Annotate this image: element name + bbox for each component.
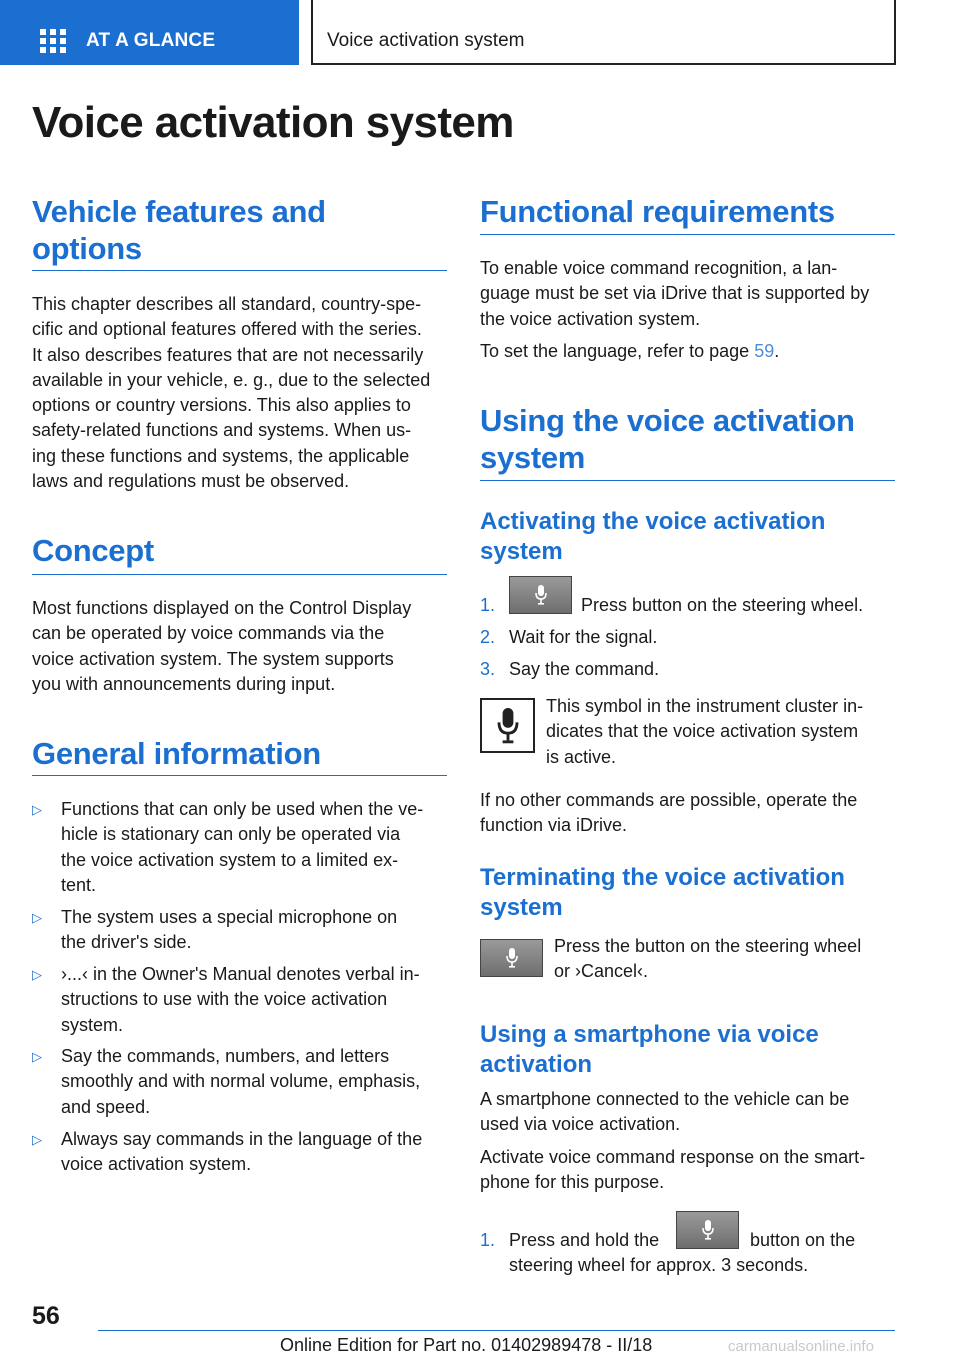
text-line: ›...‹ in the Owner's Manual denotes verbal in- [61, 964, 420, 984]
text-line: cific and optional features offered with the series. [32, 319, 422, 340]
terminating-text [554, 934, 899, 985]
microphone-icon [506, 948, 518, 968]
text-line: Press the button on the steering wheel [554, 936, 862, 956]
text-line: voice activation system. [61, 1154, 252, 1175]
text-line: available in your vehicle, e. g., due to the selected [32, 369, 431, 390]
text-line: system. [61, 1014, 124, 1035]
vehicle-features-text [32, 292, 452, 494]
text-line: safety-related functions and systems. When us- [32, 420, 412, 441]
text-line: If no other commands are possible, operate the [480, 790, 858, 810]
microphone-icon [496, 708, 520, 744]
step-text: Press button on the steering wheel. [581, 595, 864, 615]
smartphone-text [480, 1087, 900, 1138]
symbol-description [546, 694, 896, 770]
concept-heading: Concept [32, 533, 154, 568]
heading-line: system [480, 894, 563, 921]
section-rule [32, 775, 447, 776]
text-line: smoothly and with normal volume, emphasis, [61, 1071, 421, 1092]
text-line: structions to use with the voice activation [61, 989, 388, 1010]
activating-heading [480, 507, 825, 567]
step-text: steering wheel for approx. 3 seconds. [509, 1255, 809, 1275]
text-line: It also describes features that are not necessarily [32, 344, 424, 365]
text-line: Say the commands, numbers, and letters [61, 1046, 390, 1066]
text-line: voice activation system. The system supports [32, 648, 394, 669]
text-line: dicates that the voice activation system [546, 721, 859, 742]
triangle-bullet-icon: ▷ [32, 1132, 42, 1147]
heading-line: Activating the voice activation [480, 508, 826, 535]
section-rule [480, 480, 895, 481]
heading-line: Using a smartphone via voice [480, 1021, 819, 1048]
page-link[interactable]: 59 [754, 341, 775, 361]
step-text: button on the [750, 1230, 856, 1250]
text-line: the voice activation system to a limited ex- [61, 849, 399, 870]
step-text: Wait for the signal. [509, 627, 658, 647]
concept-text [32, 596, 452, 697]
section-tab[interactable] [0, 0, 299, 65]
text-line: and speed. [61, 1096, 151, 1117]
text-line: can be operated by voice commands via the [32, 623, 385, 644]
vehicle-features-heading [32, 193, 326, 267]
text-line: ing these functions and systems, the applicable [32, 445, 410, 466]
steering-wheel-voice-button [480, 939, 543, 977]
text-line: This symbol in the instrument cluster in- [546, 696, 864, 716]
language-reference [480, 339, 900, 364]
section-rule [32, 574, 447, 575]
page-title: Voice activation system [32, 98, 514, 147]
text-span: . [774, 341, 780, 361]
step-number: 1. [480, 595, 496, 615]
text-line: hicle is stationary can only be operated via [61, 824, 401, 845]
general-information-heading: General information [32, 736, 321, 771]
step-number: 1. [480, 1230, 496, 1250]
triangle-bullet-icon: ▷ [32, 910, 42, 925]
text-line: This chapter describes all standard, country-spe- [32, 294, 422, 314]
text-line: function via iDrive. [480, 815, 628, 836]
text-line: A smartphone connected to the vehicle can be [480, 1089, 850, 1109]
no-other-commands-text [480, 788, 900, 839]
footer-rule [98, 1330, 895, 1331]
text-span: To set the language, refer to page [480, 341, 755, 361]
heading-line: activation [480, 1051, 593, 1078]
functional-requirements-heading: Functional requirements [480, 194, 835, 229]
steering-wheel-voice-button [676, 1211, 739, 1249]
text-line: or ›Cancel‹. [554, 961, 649, 982]
text-line: used via voice activation. [480, 1114, 681, 1135]
chapter-title: Voice activation system [327, 30, 525, 51]
text-line: guage must be set via iDrive that is supported by [480, 283, 870, 304]
watermark: carmanualsonline.info [728, 1338, 874, 1355]
text-line: the driver's side. [61, 932, 192, 953]
heading-line: Terminating the voice activation [480, 864, 845, 891]
step-number: 2. [480, 627, 496, 647]
step-number: 3. [480, 659, 496, 679]
text-line: Most functions displayed on the Control Display [32, 598, 412, 618]
text-line: the voice activation system. [480, 308, 701, 329]
page-number: 56 [32, 1302, 60, 1330]
chapter-title-box [311, 0, 896, 65]
triangle-bullet-icon: ▷ [32, 802, 42, 817]
text-line: The system uses a special microphone on [61, 907, 398, 927]
section-tab-label: AT A GLANCE [86, 30, 216, 51]
smartphone-heading [480, 1020, 819, 1080]
voice-active-symbol [480, 698, 535, 753]
text-line: Activate voice command response on the smart- [480, 1147, 866, 1167]
heading-line: Vehicle features and [32, 194, 326, 229]
triangle-bullet-icon: ▷ [32, 1049, 42, 1064]
microphone-icon [702, 1220, 714, 1240]
terminating-heading [480, 863, 845, 923]
heading-line: system [480, 440, 586, 475]
grid-menu-icon [40, 29, 66, 53]
heading-line: options [32, 231, 142, 266]
functional-requirements-text [480, 256, 900, 332]
text-line: you with announcements during input. [32, 673, 336, 694]
step-text: Press and hold the [509, 1230, 660, 1250]
smartphone-text-2 [480, 1145, 900, 1196]
using-voice-activation-heading [480, 402, 855, 476]
step-text: Say the command. [509, 659, 660, 679]
text-line: is active. [546, 746, 617, 767]
edition-text: Online Edition for Part no. 01402989478 - II/18 [280, 1335, 653, 1355]
text-line: Always say commands in the language of the [61, 1129, 423, 1149]
text-line: tent. [61, 874, 97, 895]
section-rule [32, 270, 447, 271]
heading-line: system [480, 538, 563, 565]
text-line: phone for this purpose. [480, 1172, 665, 1193]
steering-wheel-voice-button [509, 576, 572, 614]
triangle-bullet-icon: ▷ [32, 967, 42, 982]
microphone-icon [535, 585, 547, 605]
text-line: Functions that can only be used when the ve- [61, 799, 424, 819]
text-line: To enable voice command recognition, a lan- [480, 258, 838, 278]
text-line: laws and regulations must be observed. [32, 471, 350, 492]
heading-line: Using the voice activation [480, 403, 855, 438]
section-rule [480, 234, 895, 235]
text-line: options or country versions. This also applies to [32, 395, 411, 416]
